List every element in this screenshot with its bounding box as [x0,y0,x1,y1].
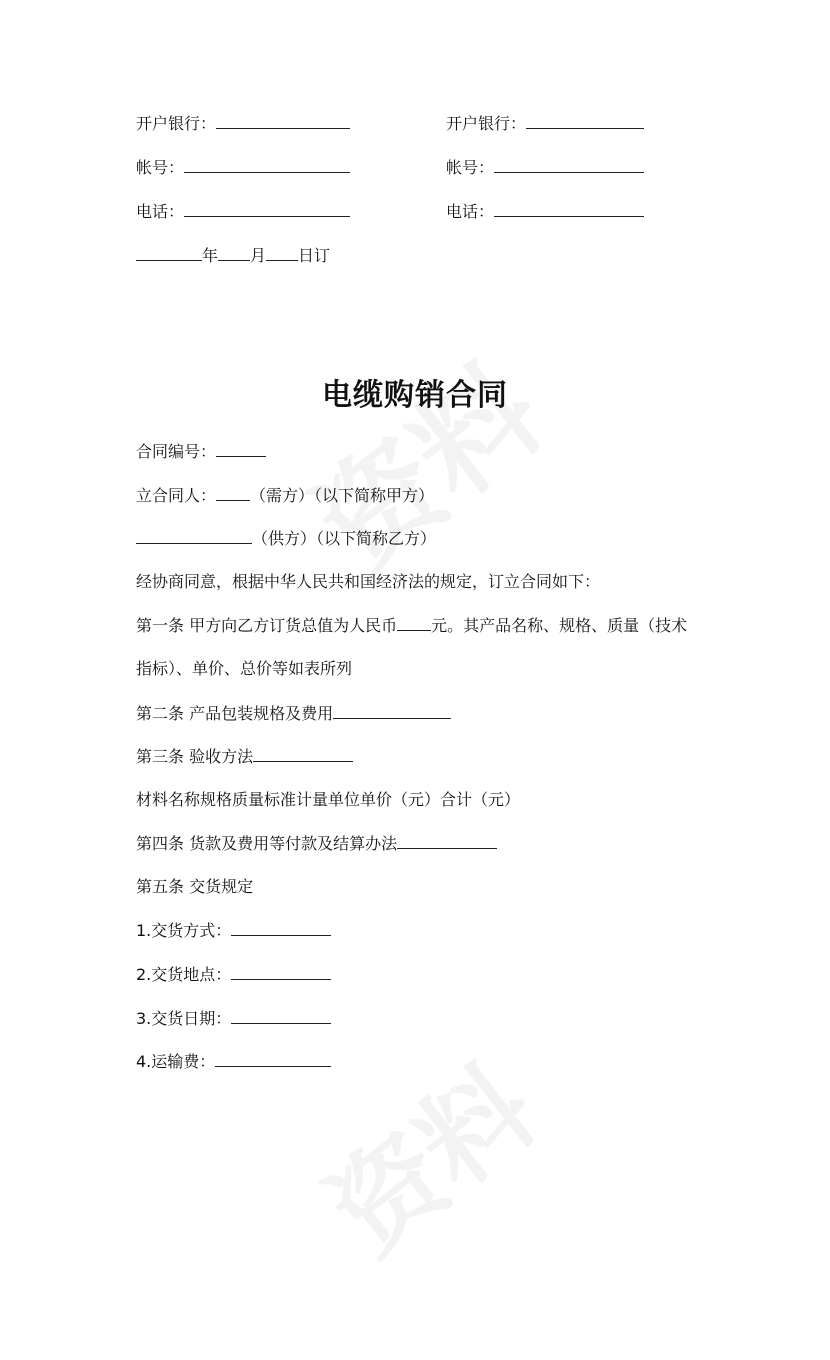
right-phone-label: 电话： [446,202,495,221]
party-b-suffix: （供方）（以下简称乙方） [252,529,437,548]
article1-part2: 元。其产品名称、规格、质量（技术 [431,616,688,635]
right-account-blank [494,157,644,173]
delivery-freight-line [136,1051,331,1072]
intro-line: 经协商同意，根据中华人民共和国经济法的规定，订立合同如下： [136,572,601,591]
article1-line [136,615,687,636]
party-a-blank [216,485,250,501]
year-label: 年 [202,246,219,265]
month-blank [218,245,250,261]
article4-blank [397,833,497,849]
right-bank-blank [526,113,644,129]
delivery-freight-label: 4.运输费： [136,1052,216,1071]
delivery-freight-blank [215,1051,331,1067]
date-line [136,245,330,266]
watermark [237,980,644,1359]
year-blank [136,245,202,261]
delivery-place-line [136,964,331,985]
left-account-line [136,157,350,178]
article3-blank [253,746,353,762]
right-bank-line [446,113,644,134]
delivery-method-label: 1.交货方式： [136,921,232,940]
delivery-date-label: 3.交货日期： [136,1009,232,1028]
left-account-blank [184,157,350,173]
right-account-label: 帐号： [446,158,495,177]
delivery-date-blank [231,1008,331,1024]
delivery-place-blank [231,964,331,980]
article4-label: 第四条 货款及费用等付款及结算办法 [136,834,398,853]
article2-blank [333,703,451,719]
party-b-line [136,528,436,549]
left-bank-label: 开户银行： [136,114,217,133]
article1-amount-blank [397,615,431,631]
left-bank-line [136,113,350,134]
month-label: 月 [250,246,267,265]
article1-line2: 指标）、单价、总价等如表所列 [136,659,353,678]
contract-title: 电缆购销合同 [322,378,508,413]
left-account-label: 帐号： [136,158,185,177]
left-phone-line [136,201,350,222]
left-bank-blank [216,113,350,129]
party-a-suffix: （需方）（以下简称甲方） [250,486,435,505]
party-a-line [136,485,434,506]
article3-line [136,746,353,767]
article3-label: 第三条 验收方法 [136,747,254,766]
right-account-line [446,157,644,178]
right-phone-blank [494,201,644,217]
left-phone-label: 电话： [136,202,185,221]
contract-number-label: 合同编号： [136,442,217,461]
article2-line [136,703,451,724]
contract-number-line [136,441,266,462]
delivery-method-line [136,920,331,941]
day-label: 日订 [298,246,331,265]
article5-line: 第五条 交货规定 [136,877,254,896]
right-phone-line [446,201,644,222]
right-bank-label: 开户银行： [446,114,527,133]
article1-part1: 第一条 甲方向乙方订货总值为人民币 [136,616,398,635]
article4-line [136,833,497,854]
table-header-line: 材料名称规格质量标准计量单位单价（元）合计（元） [136,790,521,809]
left-phone-blank [184,201,350,217]
delivery-date-line [136,1008,331,1029]
delivery-place-label: 2.交货地点： [136,965,232,984]
day-blank [266,245,298,261]
party-b-blank [136,528,252,544]
delivery-method-blank [231,920,331,936]
article2-label: 第二条 产品包装规格及费用 [136,704,334,723]
contract-number-blank [216,441,266,457]
party-a-prefix: 立合同人： [136,486,217,505]
